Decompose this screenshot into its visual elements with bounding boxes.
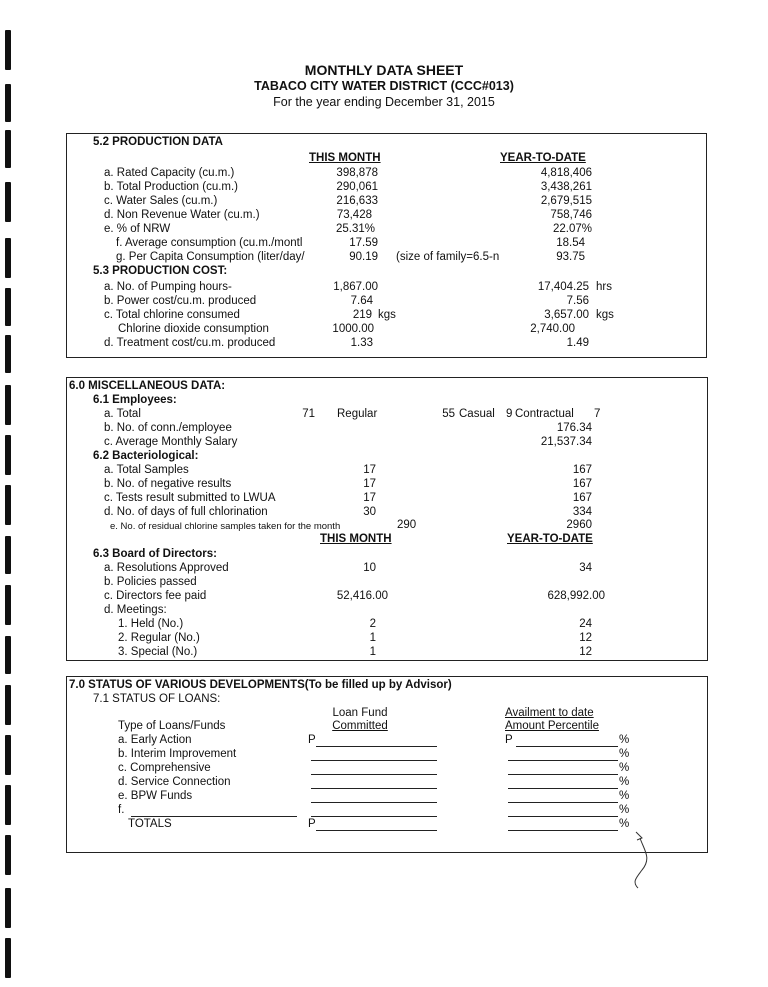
residual-ytd: 2960 bbox=[566, 519, 592, 531]
loans-title: 7.1 STATUS OF LOANS: bbox=[93, 693, 221, 705]
row-ytd: 167 bbox=[572, 464, 592, 476]
row-ytd: 4,818,406 bbox=[540, 167, 592, 179]
row-label: Chlorine dioxide consumption bbox=[118, 323, 269, 335]
row-label: b. Power cost/cu.m. produced bbox=[104, 295, 257, 307]
row-ytd: 334 bbox=[572, 506, 592, 518]
row-month: 219 bbox=[352, 309, 372, 321]
regular-label: Regular bbox=[337, 408, 378, 420]
row-label: a. Resolutions Approved bbox=[104, 562, 229, 574]
row-month: 216,633 bbox=[336, 195, 378, 207]
row-ytd: 34 bbox=[579, 562, 592, 574]
row-label: 3. Special (No.) bbox=[118, 646, 198, 658]
row-month: 17 bbox=[363, 478, 376, 490]
availment-blank[interactable] bbox=[508, 760, 618, 761]
production-section-title: 5.2 PRODUCTION DATA bbox=[93, 136, 223, 148]
percent-sign: % bbox=[619, 762, 630, 774]
percent-sign: % bbox=[619, 790, 630, 802]
row-ytd: 18.54 bbox=[556, 237, 585, 249]
row-ytd: 12 bbox=[579, 646, 592, 658]
loan-fund-blank[interactable] bbox=[311, 802, 437, 803]
availment-blank[interactable] bbox=[508, 774, 618, 775]
loan-fund-blank[interactable] bbox=[311, 774, 437, 775]
row-month: 90.19 bbox=[349, 251, 378, 263]
row-label: c. Water Sales (cu.m.) bbox=[104, 195, 218, 207]
row-label: c. Total chlorine consumed bbox=[104, 309, 240, 321]
row-month: 7.64 bbox=[350, 295, 373, 307]
col-loan-fund: Loan Fund bbox=[332, 707, 388, 719]
row-month: 1.33 bbox=[350, 337, 373, 349]
row-month: 17 bbox=[363, 464, 376, 476]
salary-label: c. Average Monthly Salary bbox=[104, 436, 238, 448]
contractual-value: 7 bbox=[594, 408, 601, 420]
row-label: f. Average consumption (cu.m./montl bbox=[116, 237, 303, 249]
row-month: 1,867.00 bbox=[333, 281, 378, 293]
row-month-unit: kgs bbox=[378, 309, 396, 321]
availment-blank[interactable] bbox=[508, 816, 618, 817]
row-label: c. Directors fee paid bbox=[104, 590, 207, 602]
row-label: g. Per Capita Consumption (liter/day/ bbox=[116, 251, 305, 263]
row-month: 25.31% bbox=[335, 223, 375, 235]
row-label: 1. Held (No.) bbox=[118, 618, 184, 630]
row-ytd: 24 bbox=[579, 618, 592, 630]
row-month: 17.59 bbox=[349, 237, 378, 249]
loan-fund-blank[interactable] bbox=[311, 788, 437, 789]
conn-label: b. No. of conn./employee bbox=[104, 422, 232, 434]
row-label: b. Policies passed bbox=[104, 576, 197, 588]
row-ytd: 17,404.25 bbox=[537, 281, 589, 293]
box-left-edge bbox=[66, 133, 67, 358]
col-year-to-date: YEAR-TO-DATE bbox=[500, 152, 586, 164]
total-value: 71 bbox=[302, 408, 315, 420]
col-type-of-loans: Type of Loans/Funds bbox=[118, 720, 226, 732]
totals-label: TOTALS bbox=[128, 818, 172, 830]
residual-label: e. No. of residual chlorine samples taken for the month bbox=[110, 521, 341, 532]
percent-sign: % bbox=[619, 776, 630, 788]
status-section-title: 7.0 STATUS OF VARIOUS DEVELOPMENTS(To be filled up by Advisor) bbox=[69, 679, 452, 691]
row-month: 2 bbox=[369, 618, 376, 630]
total-label: a. Total bbox=[104, 408, 141, 420]
percent-sign: % bbox=[619, 818, 630, 830]
row-month: 398,878 bbox=[336, 167, 378, 179]
period-text: For the year ending December 31, 2015 bbox=[273, 95, 495, 109]
row-label: b. Total Production (cu.m.) bbox=[104, 181, 239, 193]
row-month: 1 bbox=[369, 632, 376, 644]
row-ytd: 22.07% bbox=[552, 223, 592, 235]
row-label: b. No. of negative results bbox=[104, 478, 232, 490]
percent-sign: % bbox=[619, 748, 630, 760]
row-ytd: 7.56 bbox=[566, 295, 589, 307]
residual-month: 290 bbox=[397, 519, 417, 531]
bacteriological-title: 6.2 Bacteriological: bbox=[93, 450, 199, 462]
row-ytd: 3,438,261 bbox=[540, 181, 592, 193]
loan-row-label: d. Service Connection bbox=[118, 776, 231, 788]
loan-row-label: c. Comprehensive bbox=[118, 762, 211, 774]
row-label: d. No. of days of full chlorination bbox=[104, 506, 268, 518]
contractual-label: Contractual bbox=[515, 408, 574, 420]
row-ytd: 12 bbox=[579, 632, 592, 644]
total-fund-blank[interactable] bbox=[316, 830, 437, 831]
col-committed: Committed bbox=[332, 720, 388, 732]
loan-fund-blank[interactable] bbox=[311, 760, 437, 761]
loan-row-label: b. Interim Improvement bbox=[118, 748, 237, 760]
total-availment-blank[interactable] bbox=[508, 830, 618, 831]
availment-blank[interactable] bbox=[516, 746, 618, 747]
row-ytd: 167 bbox=[572, 478, 592, 490]
row-ytd: 628,992.00 bbox=[547, 590, 605, 602]
row-month: 17 bbox=[363, 492, 376, 504]
availment-blank[interactable] bbox=[508, 788, 618, 789]
family-size-note: (size of family=6.5-n bbox=[396, 251, 500, 263]
conn-value: 176.34 bbox=[556, 422, 592, 434]
row-ytd: 93.75 bbox=[556, 251, 585, 263]
cost-section-title: 5.3 PRODUCTION COST: bbox=[93, 265, 228, 277]
row-month: 1 bbox=[369, 646, 376, 658]
row-ytd: 167 bbox=[572, 492, 592, 504]
peso-sign: P bbox=[505, 734, 513, 746]
col-amount-percentile: Amount Percentile bbox=[505, 720, 599, 732]
col-availment: Availment to date bbox=[505, 707, 594, 719]
col-year-to-date-2: YEAR-TO-DATE bbox=[507, 533, 593, 545]
row-month: 10 bbox=[363, 562, 376, 574]
loan-fund-blank[interactable] bbox=[316, 746, 437, 747]
availment-blank[interactable] bbox=[508, 802, 618, 803]
row-label: a. Total Samples bbox=[104, 464, 189, 476]
row-label: a. Rated Capacity (cu.m.) bbox=[104, 167, 235, 179]
other-fund-blank[interactable] bbox=[131, 816, 297, 817]
loan-row-label: e. BPW Funds bbox=[118, 790, 193, 802]
row-label: e. % of NRW bbox=[104, 223, 171, 235]
row-label: a. No. of Pumping hours- bbox=[104, 281, 232, 293]
loan-fund-blank[interactable] bbox=[311, 816, 437, 817]
row-label: d. Non Revenue Water (cu.m.) bbox=[104, 209, 260, 221]
row-month: 73,428 bbox=[336, 209, 372, 221]
col-this-month: THIS MONTH bbox=[309, 152, 381, 164]
row-month: 1000.00 bbox=[332, 323, 374, 335]
percent-sign: % bbox=[619, 734, 630, 746]
row-month: 30 bbox=[363, 506, 376, 518]
loan-row-label: a. Early Action bbox=[118, 734, 192, 746]
row-month: 52,416.00 bbox=[336, 590, 388, 602]
regular-value: 55 bbox=[442, 408, 455, 420]
row-unit: hrs bbox=[596, 281, 612, 293]
district-name: TABACO CITY WATER DISTRICT (CCC#013) bbox=[254, 79, 514, 93]
row-label: d. Treatment cost/cu.m. produced bbox=[104, 337, 276, 349]
casual-label: Casual bbox=[459, 408, 495, 420]
row-ytd: 758,746 bbox=[550, 209, 592, 221]
row-ytd: 2,740.00 bbox=[530, 323, 575, 335]
salary-value: 21,537.34 bbox=[540, 436, 592, 448]
row-label: d. Meetings: bbox=[104, 604, 167, 616]
col-this-month-2: THIS MONTH bbox=[320, 533, 392, 545]
row-ytd: 3,657.00 bbox=[544, 309, 589, 321]
percent-sign: % bbox=[619, 804, 630, 816]
employees-title: 6.1 Employees: bbox=[93, 394, 177, 406]
board-title: 6.3 Board of Directors: bbox=[93, 548, 217, 560]
sheet-title: MONTHLY DATA SHEET bbox=[304, 62, 464, 78]
peso-sign: P bbox=[308, 734, 316, 746]
handwritten-mark bbox=[622, 830, 662, 890]
row-ytd: 2,679,515 bbox=[540, 195, 592, 207]
row-month: 290,061 bbox=[336, 181, 378, 193]
peso-sign: P bbox=[308, 818, 316, 830]
misc-section-title: 6.0 MISCELLANEOUS DATA: bbox=[69, 380, 226, 392]
row-label: c. Tests result submitted to LWUA bbox=[104, 492, 276, 504]
row-label: 2. Regular (No.) bbox=[118, 632, 200, 644]
loan-row-label: f. bbox=[118, 804, 125, 816]
casual-value: 9 bbox=[506, 408, 513, 420]
row-ytd: 1.49 bbox=[566, 337, 589, 349]
row-unit: kgs bbox=[596, 309, 614, 321]
